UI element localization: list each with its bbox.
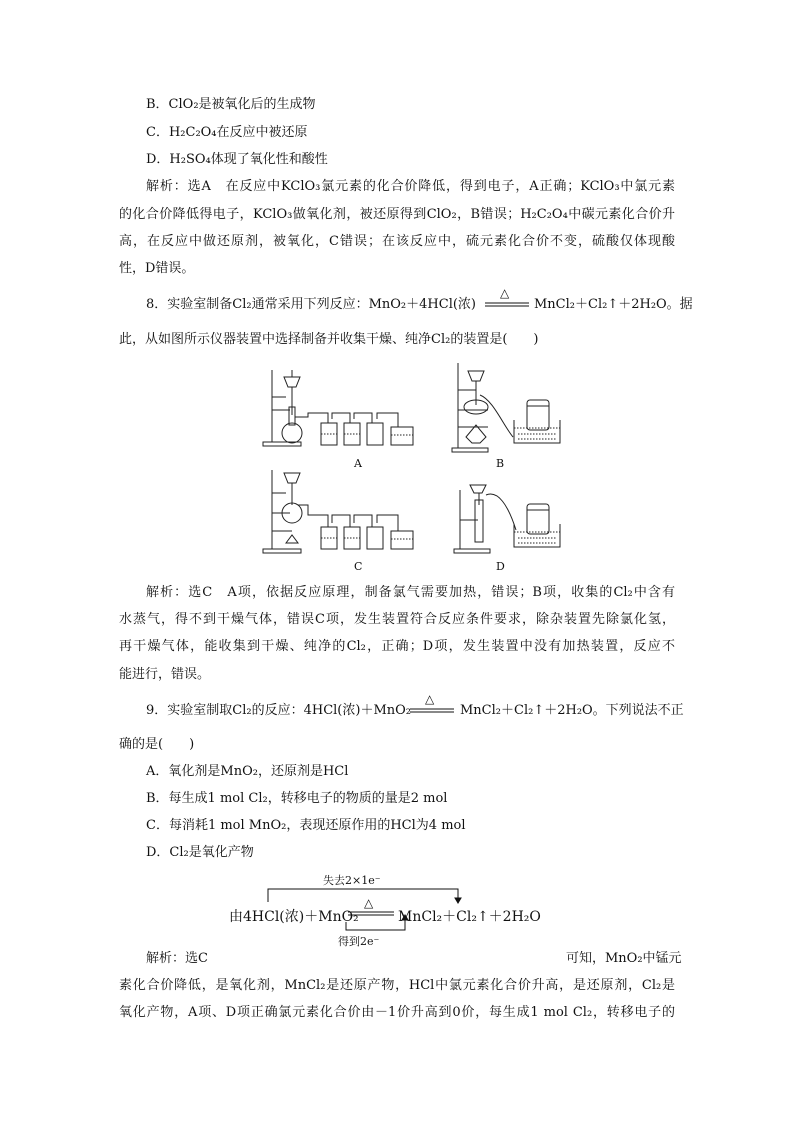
q9-option-c: C．每消耗1 mol MnO₂，表现还原作用的HCl为4 mol bbox=[146, 818, 466, 833]
q7-option-d: D．H₂SO₄体现了氧化性和酸性 bbox=[146, 152, 328, 167]
q9-option-a: A．氧化剂是MnO₂，还原剂是HCl bbox=[146, 764, 349, 779]
q7-option-c: C．H₂C₂O₄在反应中被还原 bbox=[146, 125, 308, 140]
heat-triangle-icon: △ bbox=[425, 692, 435, 706]
equation-right: MnCl₂＋Cl₂↑＋2H₂O bbox=[398, 909, 541, 925]
figure-label-d: D bbox=[496, 560, 505, 573]
figure-label-a: A bbox=[354, 457, 362, 470]
apparatus-b-trough bbox=[512, 398, 562, 448]
q8-analysis-line-4: 能进行，错误。 bbox=[119, 667, 211, 682]
q8-analysis-line-1: 解析：选C A项，依据反应原理，制备氯气需要加热，错误；B项，收集的Cl₂中含有 bbox=[146, 585, 675, 600]
q7-analysis-line-2: 的化合价降低得电子，KClO₃做氧化剂，被还原得到ClO₂，B错误；H₂C₂O₄中碳元素化合价升 bbox=[119, 207, 675, 222]
q9-option-d: D．Cl₂是氧化产物 bbox=[146, 845, 254, 860]
apparatus-figure bbox=[258, 355, 518, 565]
apparatus-b bbox=[452, 363, 513, 452]
apparatus-d-trough bbox=[512, 502, 562, 552]
q9-analysis-line-2: 素化合价降低，是氧化剂，MnCl₂是还原产物，HCl中氯元素化合价升高，是还原剂，Cl₂是 bbox=[119, 978, 675, 993]
q9-stem-part-1: 9．实验室制取Cl₂的反应：4HCl(浓)＋MnO₂ bbox=[146, 703, 411, 718]
q9-option-b: B．每生成1 mol Cl₂，转移电子的物质的量是2 mol bbox=[146, 791, 448, 806]
q8-stem-part-1: 8．实验室制备Cl₂通常采用下列反应：MnO₂＋4HCl(浓) bbox=[146, 297, 476, 312]
q8-stem-part-2: MnCl₂＋Cl₂↑＋2H₂O。据 bbox=[534, 297, 693, 312]
q7-analysis-line-1: 解析：选A 在反应中KClO₃氯元素的化合价降低，得到电子，A正确；KClO₃中氯元素 bbox=[146, 179, 675, 194]
q9-analysis-part-1: 解析：选C bbox=[146, 951, 208, 966]
q9-analysis-part-2: 可知，MnO₂中锰元 bbox=[566, 951, 682, 966]
q7-option-b: B．ClO₂是被氧化后的生成物 bbox=[146, 97, 316, 112]
q8-analysis-line-3: 再干燥气体，能收集到干燥、纯净的Cl₂，正确；D项，发生装置中没有加热装置，反应不 bbox=[119, 639, 675, 654]
equation-heat-condition bbox=[348, 898, 394, 924]
q9-analysis-line-3: 氧化产物，A项、D项正确氯元素化合价由－1价升高到0价，每生成1 mol Cl₂，转移电子的 bbox=[119, 1005, 675, 1020]
apparatus-d bbox=[454, 485, 516, 553]
electron-gain-label: 得到2e⁻ bbox=[338, 935, 380, 948]
equation-left: 由4HCl(浓)＋MnO₂ bbox=[229, 909, 359, 925]
q9-heat-condition bbox=[408, 692, 456, 722]
apparatus-a bbox=[263, 370, 413, 446]
q9-stem-line-2: 确的是( ) bbox=[119, 737, 195, 752]
q9-stem-part-2: MnCl₂＋Cl₂↑＋2H₂O。下列说法不正 bbox=[460, 703, 684, 718]
q7-analysis-line-3: 高，在反应中做还原剂，被氧化，C错误；在该反应中，硫元素化合价不变，硫酸仅体现酸 bbox=[119, 234, 675, 249]
q7-analysis-line-4: 性，D错误。 bbox=[119, 261, 195, 276]
figure-label-c: C bbox=[354, 560, 363, 573]
heat-triangle-icon: △ bbox=[364, 896, 374, 910]
figure-label-b: B bbox=[496, 457, 505, 470]
heat-triangle-icon: △ bbox=[500, 286, 510, 300]
q8-analysis-line-2: 水蒸气，得不到干燥气体，错误C项，发生装置符合反应条件要求，除杂装置先除氯化氢， bbox=[119, 612, 675, 627]
q8-stem-line-2: 此，从如图所示仪器装置中选择制备并收集干燥、纯净Cl₂的装置是( ) bbox=[119, 332, 539, 347]
apparatus-c bbox=[263, 470, 413, 553]
electron-lose-label: 失去2×1e⁻ bbox=[323, 874, 381, 887]
q8-heat-condition bbox=[483, 286, 531, 316]
